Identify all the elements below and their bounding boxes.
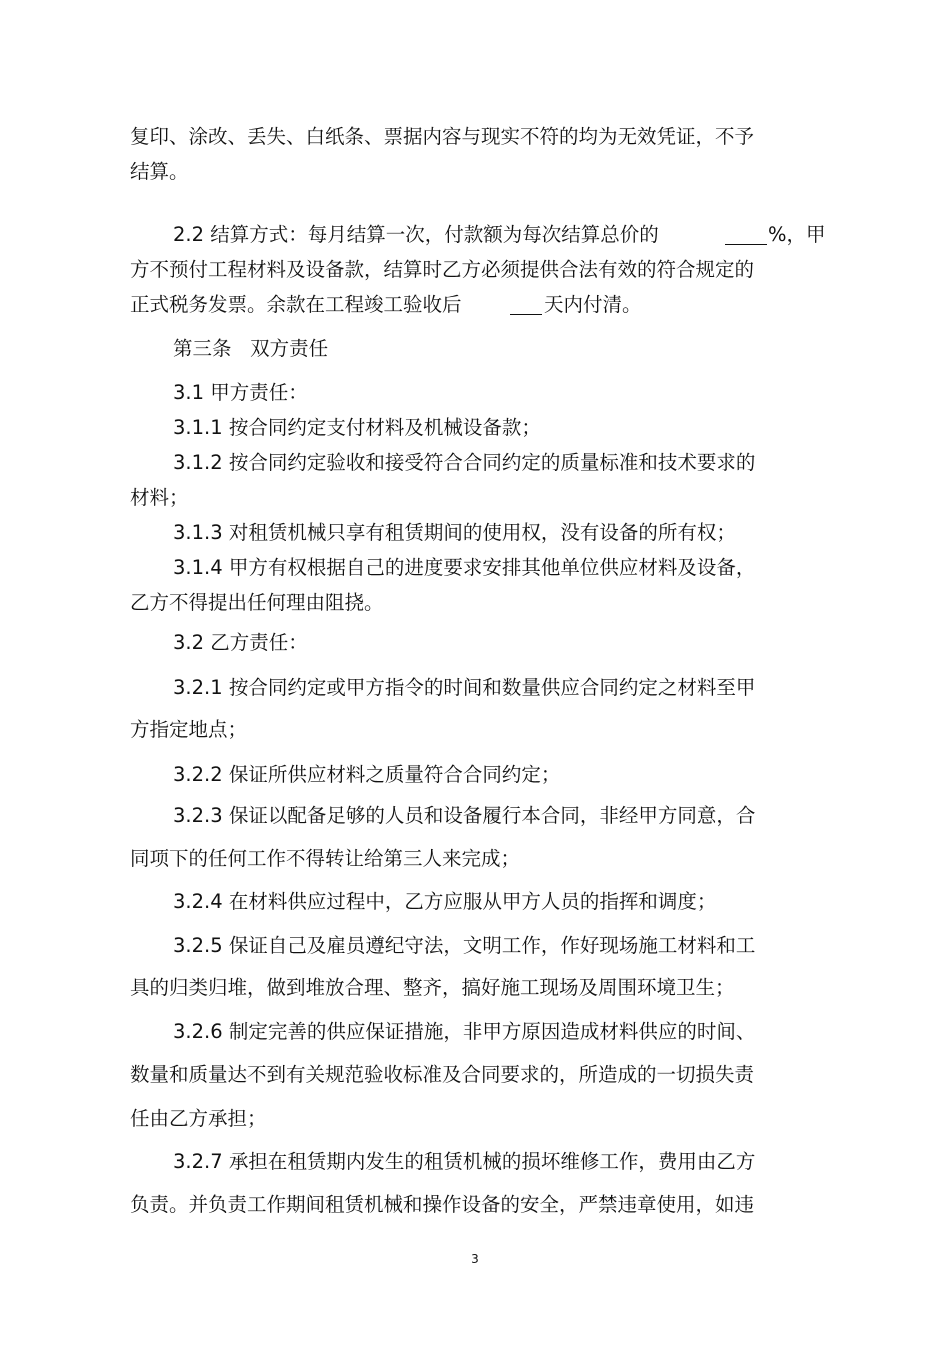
paragraph-line: 天内付清。 <box>544 293 642 316</box>
paragraph-line: 负责。并负责工作期间租赁机械和操作设备的安全，严禁违章使用，如违 <box>130 1193 755 1216</box>
paragraph-line: 3.1.4 甲方有权根据自己的进度要求安排其他单位供应材料及设备， <box>173 556 756 579</box>
paragraph-line: 方不预付工程材料及设备款，结算时乙方必须提供合法有效的符合规定的 <box>130 258 755 281</box>
section-heading: 第三条 双方责任 <box>173 337 329 360</box>
paragraph-line: 3.1.2 按合同约定验收和接受符合合同约定的质量标准和技术要求的 <box>173 451 756 474</box>
paragraph-line: 3.2.6 制定完善的供应保证措施，非甲方原因造成材料供应的时间、 <box>173 1020 756 1043</box>
paragraph-line: 3.1.3 对租赁机械只享有租赁期间的使用权，没有设备的所有权； <box>173 521 736 544</box>
paragraph-line: 同项下的任何工作不得转让给第三人来完成； <box>130 847 521 870</box>
paragraph-line: 2.2 结算方式：每月结算一次，付款额为每次结算总价的 <box>173 223 659 246</box>
paragraph-line: 3.2.1 按合同约定或甲方指令的时间和数量供应合同约定之材料至甲 <box>173 676 756 699</box>
paragraph-line: 3.2.5 保证自己及雇员遵纪守法，文明工作，作好现场施工材料和工 <box>173 934 756 957</box>
paragraph-line: %，甲 <box>768 223 826 246</box>
page-number: 3 <box>471 1252 479 1266</box>
fill-in-blank <box>510 294 542 315</box>
paragraph-line: 材料； <box>130 486 189 509</box>
paragraph-line: 结算。 <box>130 160 189 183</box>
paragraph-line: 3.2.7 承担在租赁期内发生的租赁机械的损坏维修工作，费用由乙方 <box>173 1150 756 1173</box>
paragraph-line: 任由乙方承担； <box>130 1107 267 1130</box>
paragraph-line: 乙方不得提出任何理由阻挠。 <box>130 591 384 614</box>
paragraph-line: 复印、涂改、丢失、白纸条、票据内容与现实不符的均为无效凭证，不予 <box>130 125 755 148</box>
fill-in-blank <box>725 224 767 245</box>
paragraph-line: 3.1.1 按合同约定支付材料及机械设备款； <box>173 416 541 439</box>
paragraph-line: 方指定地点； <box>130 718 248 741</box>
paragraph-line: 3.2.4 在材料供应过程中，乙方应服从甲方人员的指挥和调度； <box>173 890 717 913</box>
subsection-heading: 3.1 甲方责任： <box>173 381 308 404</box>
paragraph-line: 3.2.2 保证所供应材料之质量符合合同约定； <box>173 763 561 786</box>
paragraph-line: 具的归类归堆，做到堆放合理、整齐，搞好施工现场及周围环境卫生； <box>130 976 735 999</box>
paragraph-line: 数量和质量达不到有关规范验收标准及合同要求的，所造成的一切损失责 <box>130 1063 755 1086</box>
paragraph-line: 正式税务发票。余款在工程竣工验收后 <box>130 293 462 316</box>
subsection-heading: 3.2 乙方责任： <box>173 631 308 654</box>
paragraph-line: 3.2.3 保证以配备足够的人员和设备履行本合同，非经甲方同意，合 <box>173 804 756 827</box>
